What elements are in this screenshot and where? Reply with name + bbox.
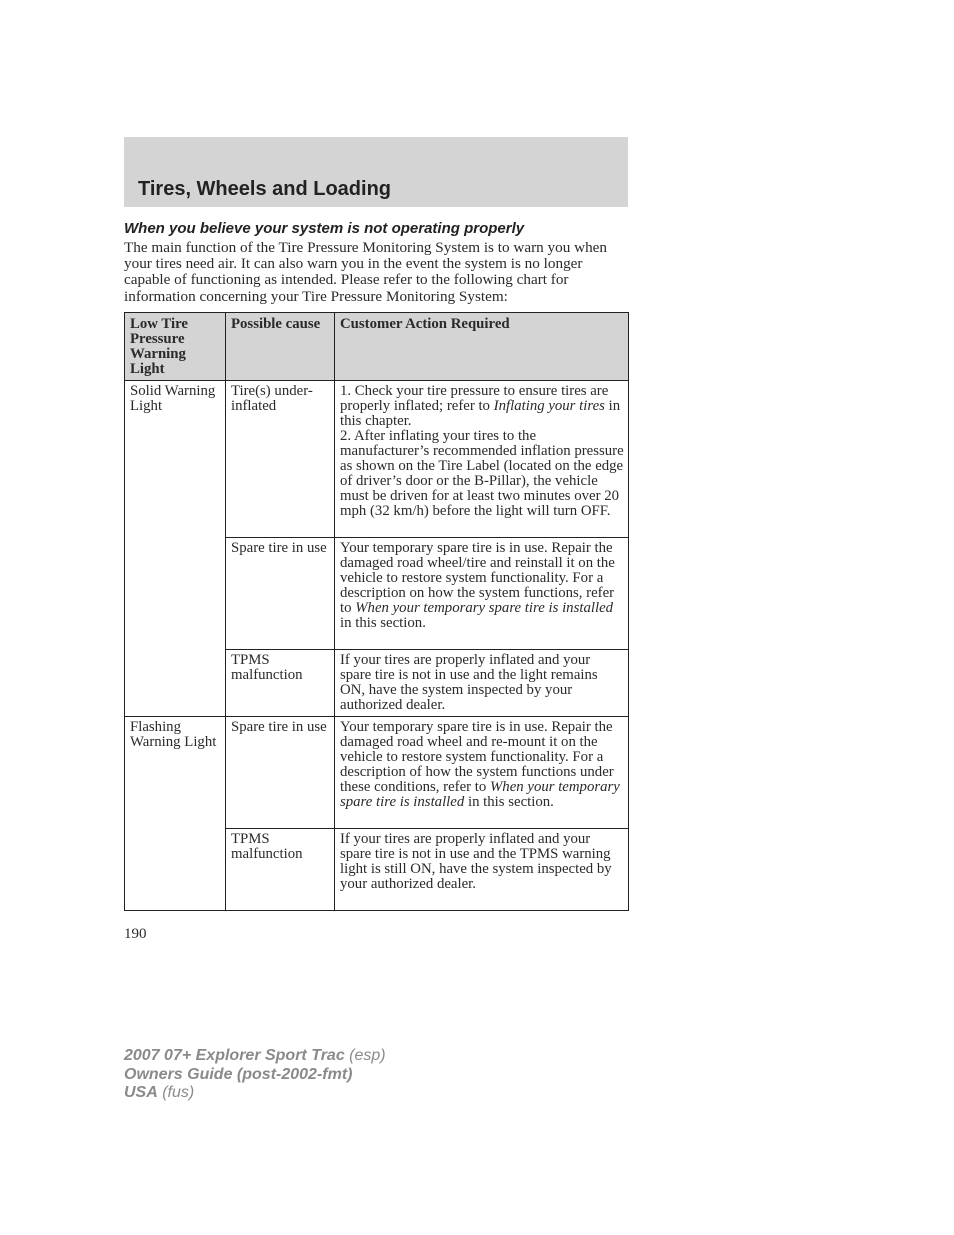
action-cell [335, 381, 629, 538]
cause-cell: Spare tire in use [226, 717, 335, 829]
action-text: in this section. [464, 794, 554, 810]
action-cell [335, 650, 629, 717]
tpms-table [124, 312, 629, 911]
column-header-cause: Possible cause [226, 313, 335, 381]
cause-cell: TPMS malfunction [226, 829, 335, 911]
cause-cell: TPMS malfunction [226, 650, 335, 717]
action-text: 1. Check your tire pressure to ensure tires are properly inflated; refer to [340, 383, 609, 414]
action-reference: Inflating your tires [493, 398, 605, 414]
column-header-light: Low Tire Pressure Warning Light [125, 313, 226, 381]
action-cell [335, 829, 629, 911]
action-text: 2. After inflating your tires to the manufacturer’s recommended inflation pressure as shown on the Tire Label (located on the edge of driver’s door or the B-Pillar), the vehicle must be driven for at least two minutes over 20 mph (32 km/h) before the light will turn OFF. [340, 428, 624, 519]
intro-paragraph: The main function of the Tire Pressure Monitoring System is to warn you when your tires need air. It can also warn you in the event the system is no longer capable of functioning as intended. Please refer to the following chart for information concerning your Tire Pressure Monitoring System: [124, 239, 607, 305]
section-heading: When you believe your system is not operating properly [124, 220, 525, 237]
light-cell-solid: Solid Warning Light [125, 381, 226, 717]
action-reference: When your temporary spare tire is installed [355, 600, 614, 616]
table-row [125, 717, 629, 829]
column-header-action: Customer Action Required [335, 313, 629, 381]
table-header-row [125, 313, 629, 381]
action-text: If your tires are properly inflated and your spare tire is not in use and the light remains ON, have the system inspected by your authorized dealer. [340, 652, 598, 713]
page-number: 190 [124, 926, 147, 942]
action-reference: When your temporary spare tire is installed [340, 779, 620, 810]
footer-model-code: (esp) [344, 1047, 386, 1064]
cause-cell: Spare tire in use [226, 538, 335, 650]
action-text: If your tires are properly inflated and your spare tire is not in use and the TPMS warning light is still ON, have the system inspected by your authorized dealer. [340, 831, 612, 892]
footer-market-code: (fus) [157, 1084, 195, 1101]
document-footer [124, 1047, 386, 1103]
action-text: Your temporary spare tire is in use. Repair the damaged road wheel and re-mount it on the vehicle to restore system functionality. For a description of how the system functions under these conditions, refer to [340, 719, 614, 795]
cause-cell: Tire(s) under-inflated [226, 381, 335, 538]
action-cell [335, 538, 629, 650]
action-text: Your temporary spare tire is in use. Repair the damaged road wheel/tire and reinstall it on the vehicle to restore system functionality. For a description on how the system functions, refer to [340, 540, 615, 616]
footer-guide: Owners Guide (post-2002-fmt) [124, 1065, 353, 1083]
footer-model: 2007 07+ Explorer Sport Trac [124, 1047, 345, 1064]
action-text: in this section. [340, 615, 426, 631]
table-row [125, 381, 629, 538]
footer-market: USA [124, 1084, 158, 1101]
chapter-title: Tires, Wheels and Loading [138, 178, 392, 200]
chapter-header-band [124, 137, 628, 207]
action-cell [335, 717, 629, 829]
action-text: in this chapter. [340, 398, 621, 429]
light-cell-flashing: Flashing Warning Light [125, 717, 226, 911]
